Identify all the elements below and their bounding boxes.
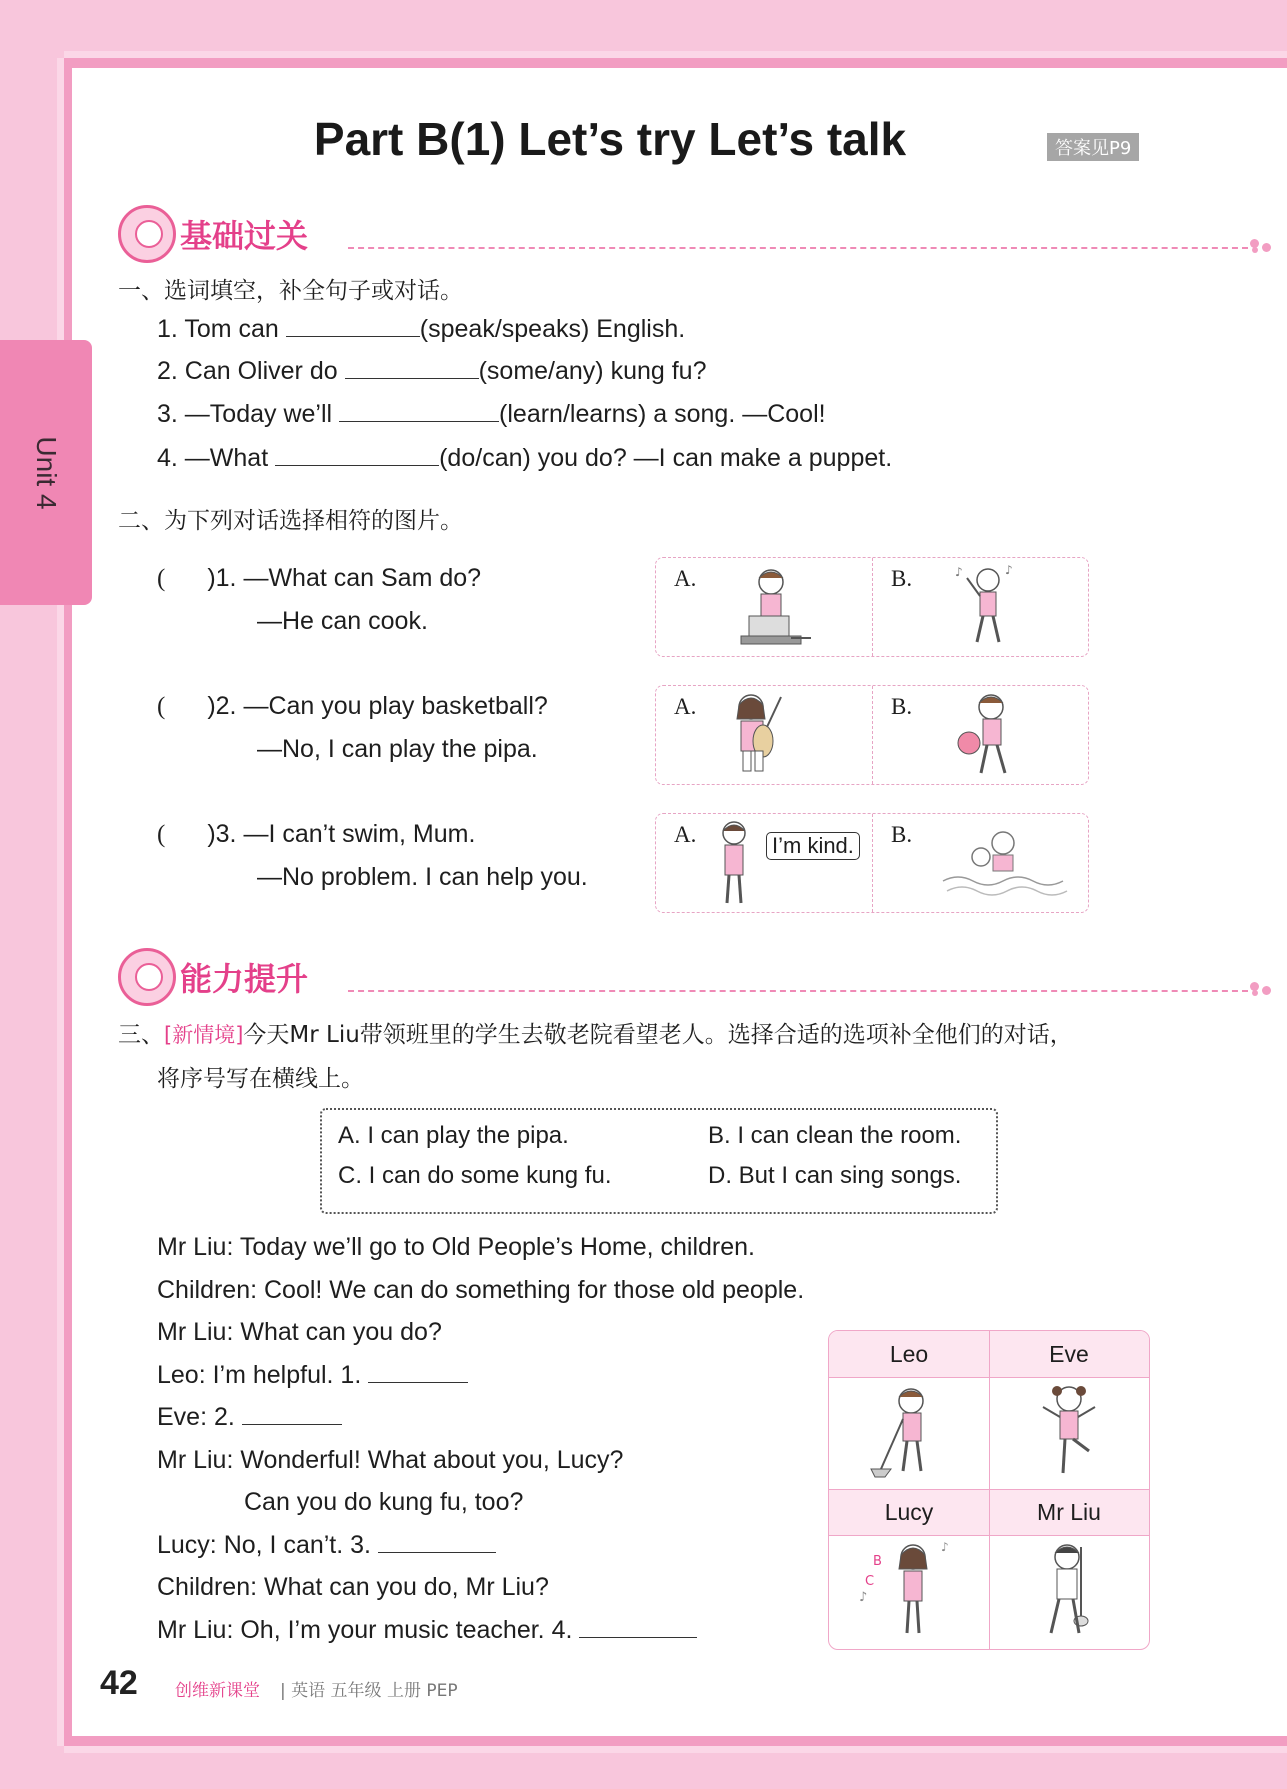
answer-blank-q1-1[interactable] bbox=[286, 314, 420, 337]
q1-item-1-suffix: (speak/speaks) English. bbox=[419, 315, 686, 343]
q1-item-2 bbox=[157, 356, 707, 386]
q2-item-1-line2: —He can cook. bbox=[257, 607, 428, 635]
q1-item-2-suffix: (some/any) kung fu? bbox=[478, 357, 707, 385]
answer-blank-q3-2[interactable] bbox=[242, 1402, 342, 1425]
question-3-heading bbox=[118, 1016, 1073, 1049]
new-context-tag: [新情境] bbox=[164, 1023, 244, 1047]
person-label-leo: Leo bbox=[829, 1331, 989, 1378]
dialogue-line-8 bbox=[157, 1530, 496, 1560]
option-letter-b: B. bbox=[891, 694, 913, 719]
svg-text:♪: ♪ bbox=[859, 1590, 868, 1605]
question-3-text: 今天Mr Liu带领班里的学生去敬老院看望老人。选择合适的选项补全他们的对话， bbox=[243, 1022, 1073, 1048]
girl-standing-icon bbox=[704, 817, 764, 909]
answer-paren-q2-1[interactable]: ( bbox=[157, 565, 166, 592]
man-erhu-icon bbox=[989, 1535, 1149, 1647]
person-label-lucy: Lucy bbox=[829, 1489, 989, 1536]
section-header-basic bbox=[118, 205, 1287, 265]
eve-picture bbox=[989, 1377, 1149, 1489]
answer-blank-q3-3[interactable] bbox=[378, 1530, 496, 1553]
q2-item-1-line1 bbox=[157, 563, 481, 594]
speech-bubble: I’m kind. bbox=[766, 832, 860, 860]
option-letter-a: A. bbox=[674, 694, 697, 719]
leo-picture bbox=[829, 1377, 989, 1489]
picture-option-a[interactable] bbox=[656, 814, 872, 912]
table-divider-vertical bbox=[989, 1331, 990, 1649]
dialogue-line-5 bbox=[157, 1402, 342, 1432]
answer-blank-q3-1[interactable] bbox=[368, 1360, 468, 1383]
girl-kungfu-icon bbox=[989, 1377, 1149, 1489]
dialogue-line-9: Children: What can you do, Mr Liu? bbox=[157, 1573, 549, 1601]
page-title: Part B(1) Let’s try Let’s talk bbox=[313, 113, 907, 165]
dialogue-line-5-text: Eve: 2. bbox=[157, 1403, 235, 1431]
q2-item-1-question: )1. —What can Sam do? bbox=[207, 564, 482, 592]
person-label-eve: Eve bbox=[989, 1331, 1149, 1378]
picture-option-a[interactable] bbox=[656, 558, 872, 656]
dialogue-line-7: Can you do kung fu, too? bbox=[244, 1488, 524, 1516]
book-info: | 英语 五年级 上册 PEP bbox=[280, 1681, 458, 1701]
q2-item-3-question: )3. —I can’t swim, Mum. bbox=[207, 820, 476, 848]
svg-text:♪: ♪ bbox=[955, 565, 963, 579]
q2-item-2-question: )2. —Can you play basketball? bbox=[207, 692, 548, 720]
q2-item-2-line1 bbox=[157, 691, 548, 722]
dialogue-line-10-text: Mr Liu: Oh, I’m your music teacher. 4. bbox=[157, 1616, 573, 1644]
options-box bbox=[320, 1108, 998, 1214]
picture-option-b[interactable] bbox=[872, 686, 1089, 784]
q1-item-2-prefix: 2. Can Oliver do bbox=[157, 357, 338, 385]
girl-mascot-icon bbox=[118, 205, 176, 263]
dots-decoration bbox=[1250, 982, 1280, 998]
question-3-prefix: 三、 bbox=[118, 1022, 164, 1048]
section-title-advanced: 能力提升 bbox=[180, 960, 309, 998]
picture-box-q2-3 bbox=[655, 813, 1089, 913]
unit-tab-label: Unit 4 bbox=[31, 435, 62, 510]
answer-blank-q3-4[interactable] bbox=[579, 1615, 697, 1638]
option-a: A. I can play the pipa. bbox=[338, 1122, 569, 1149]
girl-pipa-icon bbox=[711, 689, 801, 781]
option-letter-b: B. bbox=[891, 822, 913, 847]
q1-item-1 bbox=[157, 314, 685, 344]
option-letter-b: B. bbox=[891, 566, 913, 591]
svg-text:♪: ♪ bbox=[941, 1540, 949, 1554]
option-d: D. But I can sing songs. bbox=[708, 1162, 962, 1189]
swimming-scene-icon bbox=[933, 817, 1073, 909]
dialogue-line-4 bbox=[157, 1360, 468, 1390]
answer-blank-q1-2[interactable] bbox=[345, 356, 479, 379]
picture-box-q2-1 bbox=[655, 557, 1089, 657]
answer-reference: 答案见P9 bbox=[1047, 133, 1139, 161]
q1-item-4-suffix: (do/can) you do? —I can make a puppet. bbox=[439, 444, 893, 472]
unit-tab bbox=[0, 340, 92, 605]
lucy-picture bbox=[829, 1535, 989, 1647]
answer-paren-q2-2[interactable]: ( bbox=[157, 693, 166, 720]
section-divider bbox=[348, 990, 1248, 992]
person-label-mr-liu: Mr Liu bbox=[989, 1489, 1149, 1536]
q1-item-3-prefix: 3. —Today we’ll bbox=[157, 400, 333, 428]
answer-paren-q2-3[interactable]: ( bbox=[157, 821, 166, 848]
boy-cooking-icon bbox=[711, 564, 831, 654]
dialogue-line-2: Children: Cool! We can do something for those old people. bbox=[157, 1276, 805, 1304]
q1-item-1-prefix: 1. Tom can bbox=[157, 315, 279, 343]
option-b: B. I can clean the room. bbox=[708, 1122, 962, 1149]
table-divider-horizontal bbox=[829, 1489, 1149, 1490]
q1-item-4 bbox=[157, 443, 892, 473]
svg-text:B: B bbox=[873, 1554, 882, 1569]
picture-option-a[interactable] bbox=[656, 686, 872, 784]
answer-blank-q1-3[interactable] bbox=[339, 399, 499, 422]
question-1-heading: 一、选词填空，补全句子或对话。 bbox=[118, 278, 463, 304]
q2-item-3-line2: —No problem. I can help you. bbox=[257, 863, 588, 891]
mr-liu-picture bbox=[989, 1535, 1149, 1647]
people-table bbox=[828, 1330, 1150, 1650]
q2-item-2-line2: —No, I can play the pipa. bbox=[257, 735, 538, 763]
option-letter-a: A. bbox=[674, 566, 697, 591]
svg-text:♪: ♪ bbox=[1005, 563, 1013, 577]
question-3-heading-line2: 将序号写在横线上。 bbox=[157, 1066, 364, 1092]
boy-basketball-icon bbox=[943, 689, 1033, 781]
option-c: C. I can do some kung fu. bbox=[338, 1162, 612, 1189]
q2-item-3-line1 bbox=[157, 819, 475, 850]
q1-item-3 bbox=[157, 399, 826, 429]
boy-singing-icon bbox=[943, 562, 1033, 652]
picture-option-b[interactable] bbox=[872, 558, 1089, 656]
picture-option-b[interactable] bbox=[872, 814, 1089, 912]
q1-item-4-prefix: 4. —What bbox=[157, 444, 269, 472]
dialogue-line-10 bbox=[157, 1615, 697, 1645]
option-letter-a: A. bbox=[674, 822, 697, 847]
svg-text:C: C bbox=[865, 1574, 875, 1589]
boy-sweeping-icon bbox=[829, 1377, 989, 1489]
section-divider bbox=[348, 247, 1248, 249]
section-header-advanced bbox=[118, 948, 1287, 1008]
dialogue-line-1: Mr Liu: Today we’ll go to Old People’s Home, children. bbox=[157, 1233, 755, 1261]
girl-singing-icon bbox=[829, 1535, 989, 1647]
dialogue-line-4-text: Leo: I’m helpful. 1. bbox=[157, 1361, 362, 1389]
section-title-basic: 基础过关 bbox=[180, 217, 309, 255]
q1-item-3-suffix: (learn/learns) a song. —Cool! bbox=[499, 400, 826, 428]
picture-box-q2-2 bbox=[655, 685, 1089, 785]
dialogue-line-6: Mr Liu: Wonderful! What about you, Lucy? bbox=[157, 1446, 624, 1474]
dots-decoration bbox=[1250, 239, 1280, 255]
dialogue-line-8-text: Lucy: No, I can’t. 3. bbox=[157, 1531, 371, 1559]
boy-mascot-icon bbox=[118, 948, 176, 1006]
dialogue-line-3: Mr Liu: What can you do? bbox=[157, 1318, 442, 1346]
question-2-heading: 二、为下列对话选择相符的图片。 bbox=[118, 508, 463, 534]
answer-blank-q1-4[interactable] bbox=[275, 443, 439, 466]
book-title: 创维新课堂 bbox=[175, 1681, 260, 1701]
page-number: 42 bbox=[100, 1664, 138, 1702]
